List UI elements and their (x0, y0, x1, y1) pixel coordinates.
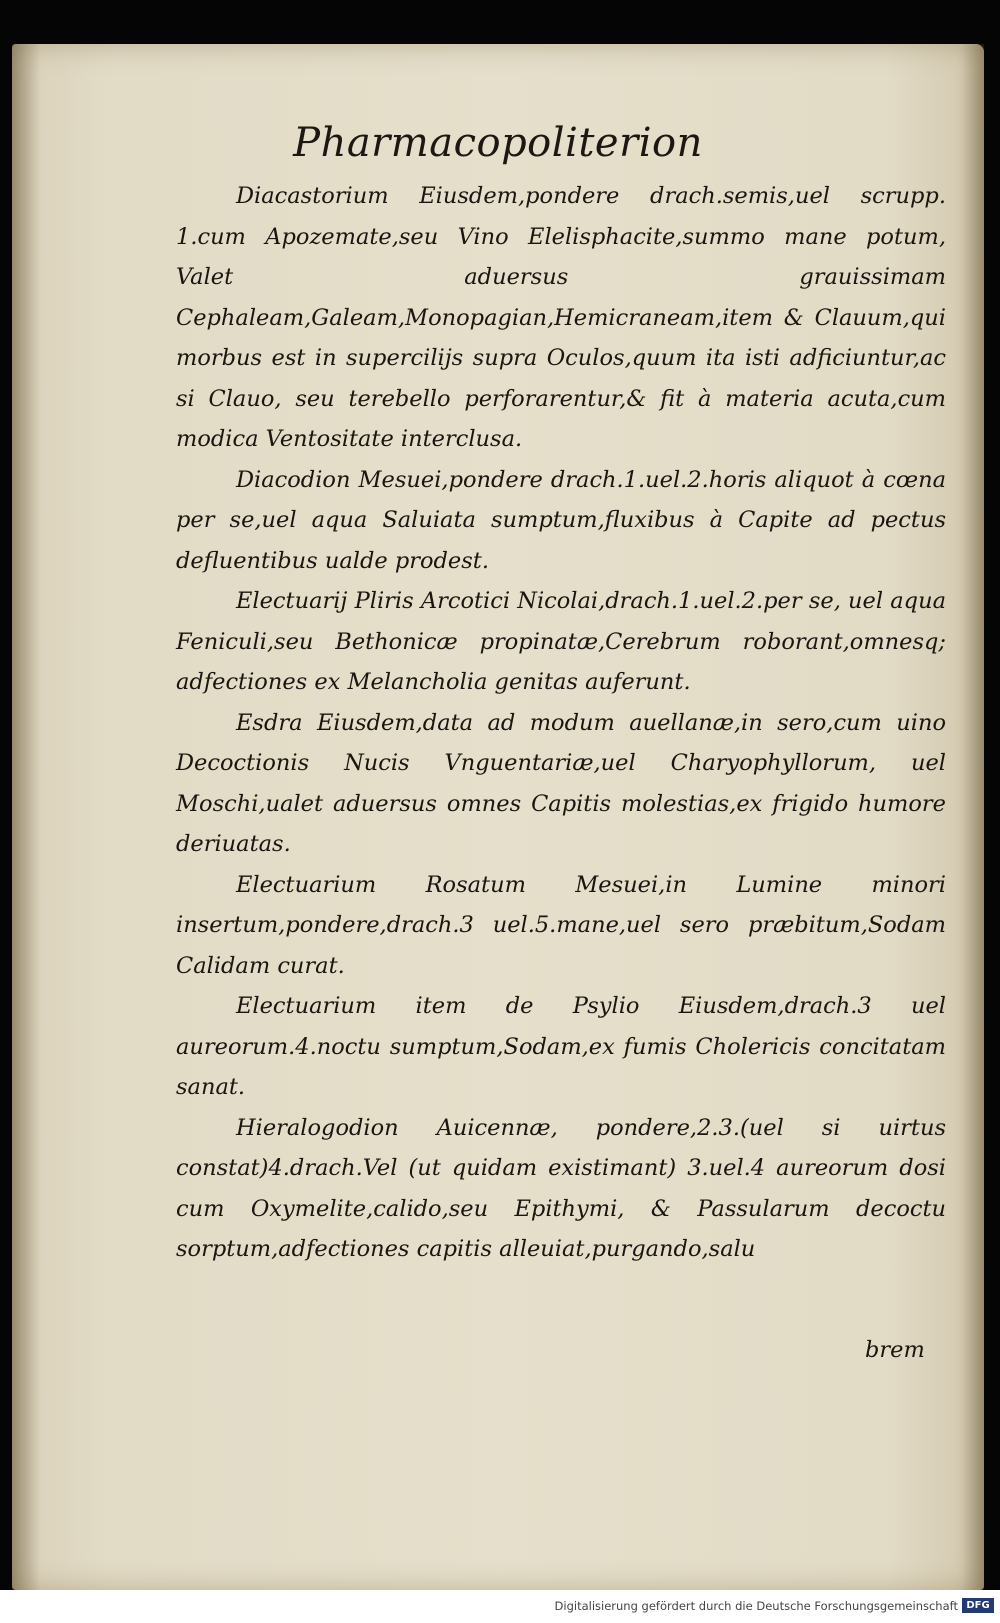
paragraph-electuarium-psylio: Electuarium item de Psylio Eiusdem,drach.3 uel aureorum.4.noctu sumptum,Sodam,ex fumis Cholericis concitatam sanat. (176, 993, 946, 1100)
paragraph-hieralogodion: Hieralogodion Auicennæ, pondere,2.3.(uel si uirtus constat)4.drach.Vel (ut quidam existimant) 3.uel.4 aureorum dosi cum Oxymelite,calido,seu Epithymi, & Passularum decoctu sorptum,adfectiones capitis alleuiat,purgando,salu (176, 1114, 946, 1262)
dfg-logo: DFG (962, 1598, 994, 1613)
book-page (12, 44, 984, 1590)
paragraph-diacodion: Diacodion Mesuei,pondere drach.1.uel.2.horis aliquot à cœna per se,uel aqua Saluiata sumptum,fluxibus à Capite ad pectus defluentibus ualde prodest. (176, 466, 946, 574)
funding-credit: Digitalisierung gefördert durch die Deutsche Forschungsgemeinschaft (554, 1599, 958, 1613)
body-text (176, 176, 946, 1270)
footer-bar (0, 1590, 1000, 1623)
catchword: brem (865, 1337, 925, 1363)
running-head: Pharmacopoliterion (293, 120, 703, 166)
paragraph-electuarium-rosatum: Electuarium Rosatum Mesuei,in Lumine minori insertum,pondere,drach.3 uel.5.mane,uel sero præbitum,Sodam Calidam curat. (176, 871, 946, 979)
paragraph-electuarij-pliris: Electuarij Pliris Arcotici Nicolai,drach.1.uel.2.per se, uel aqua Feniculi,seu Bethonicæ propinatæ,Cerebrum roborant,omnesq; adfectiones ex Melancholia genitas auferunt. (176, 588, 946, 695)
paragraph-diacastorium: Diacastorium Eiusdem,pondere drach.semis,uel scrupp. 1.cum Apozemate,seu Vino Elelisphacite,summo mane potum, Valet aduersus grauissimam Cephaleam,Galeam,Monopagian,Hemicraneam,item & Clauum,qui morbus est in supercilijs supra Oculos,quum ita isti adficiuntur,ac si Clauo, seu terebello perforarentur,& fit à materia acuta,cum modica Ventositate interclusa. (176, 183, 946, 452)
paragraph-esdra: Esdra Eiusdem,data ad modum auellanæ,in sero,cum uino Decoctionis Nucis Vnguentariæ,uel Charyophyllorum, uel Moschi,ualet aduersus omnes Capitis molestias,ex frigido humore deriuatas. (176, 709, 946, 857)
